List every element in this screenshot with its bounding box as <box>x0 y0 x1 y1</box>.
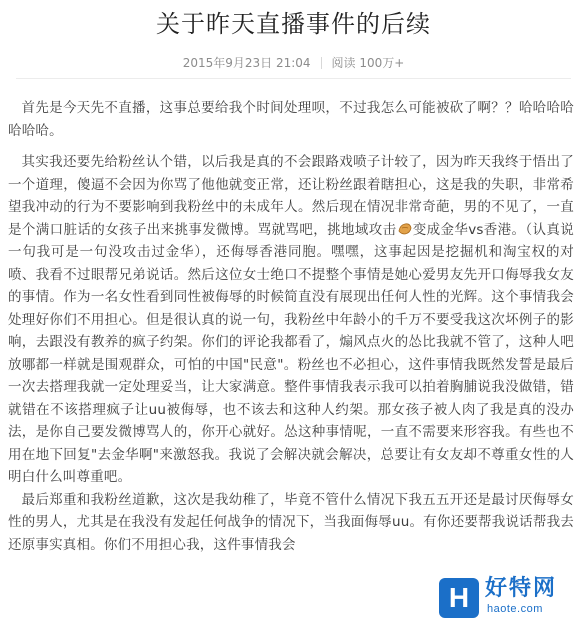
hand-emoji-icon <box>397 222 413 236</box>
article-meta <box>0 55 587 71</box>
paragraph-2-text-b: 变成金华vs香港。（认真说一句我可是一句没攻击过金华），还侮辱香港同胞。嘿嘿，这事起因是挖掘机和淘宝权的对喷、我看不过眼帮兄弟说话。然后这位女士绝口不提整个事情是她心爱男友先开口侮辱我女友的事情。作为一名女性看到同性被侮辱的时候简直没有展现出任何人性的光辉。这个事情我会处理好你们不用担心。但是很认真的说一句，我粉丝中年龄小的千万不要受我这次坏例子的影响，去跟没有教养的疯子约架。你们的评论我都看了，煽风点火的怂比我就不管了，这种人吧放哪都一样就是围观群众，可怕的中国"民意"。粉丝也不必担心，这件事情我既然发誓是最后一次去搭理我就一定处理妥当，让大家满意。整件事情我表示我可以拍着胸脯说我没做错，错就错在不该搭理疯子让uu被侮辱，也不该去和这种人约架。那女孩子被人肉了我是真的没办法，是你自己要发微博骂人的，你开心就好。怂这种事情呢，一直不需要来形容我。有些也不用在地下回复"去金华啊"来激怒我。我说了会解决就会解决，总要让有女友却不尊重女性的人明白什么叫尊重吧。 <box>8 221 574 485</box>
paragraph-3-text-a: 最后郑重和我粉丝道歉，这次是我幼稚了，毕竟不管什么情况下我五五开还是最讨厌侮辱女性的男人，尤其是在我没有发起任何战争的情况下，当我面侮辱uu。有 <box>8 491 574 530</box>
article-body <box>8 97 574 556</box>
watermark-logo-icon: H <box>439 578 479 618</box>
article-title: 关于昨天直播事件的后续 <box>156 10 431 38</box>
header-divider <box>16 78 571 79</box>
article-date: 2015年9月23日 21:04 <box>182 56 311 70</box>
watermark-url: haote.com <box>487 603 543 615</box>
read-count: 阅读 100万+ <box>331 56 405 70</box>
paragraph-1: 首先是今天先不直播，这事总要给我个时间处理呗，不过我怎么可能被砍了啊？？哈哈哈哈哈哈哈。 <box>8 100 574 139</box>
watermark-site-name: 好特网 <box>485 576 558 601</box>
paragraph-2-text-a: 其实我还要先给粉丝认个错，以后我是真的不会跟路戏喷子计较了，因为昨天我终于悟出了一个道理，傻逼不会因为你骂了他他就变正常，还让粉丝跟着瞎担心，这是我的失职，非常希望我冲动的行为不要影响到我粉丝中的未成年人。然后现在情况非常奇葩，男的不见了，一直是个满口脏话的女孩子出来挑事发微博。骂就骂吧，挑地域攻击 <box>8 154 574 238</box>
paragraph-3-text-b: 你还要帮我说话帮我去还原事实真相。你们不用担心我，这件事情我会 <box>8 514 574 553</box>
meta-divider <box>321 57 322 69</box>
site-watermark <box>437 575 585 623</box>
paragraph-3 <box>8 489 574 557</box>
paragraph-2 <box>8 151 574 489</box>
